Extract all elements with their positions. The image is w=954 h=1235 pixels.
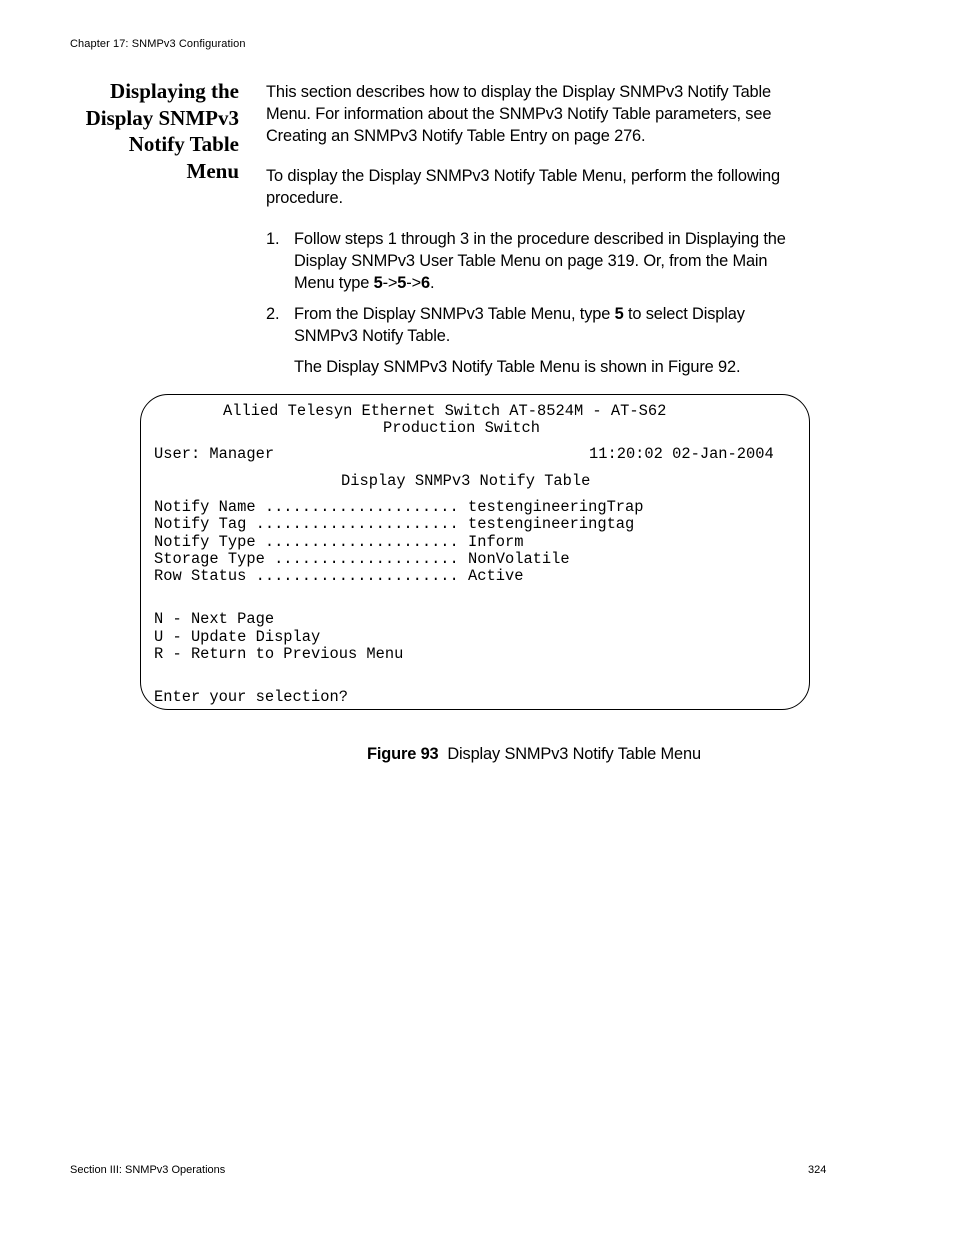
terminal-field <box>154 499 644 516</box>
field-label: Storage Type .................... <box>154 550 469 568</box>
step-note: The Display SNMPv3 Notify Table Menu is shown in Figure 92. <box>294 358 741 376</box>
step-number: 2. <box>266 305 280 323</box>
menu-option-update-display[interactable]: U - Update Display <box>154 628 321 646</box>
intro-paragraph <box>266 81 836 147</box>
step-text-fragment: -> <box>382 274 398 292</box>
terminal-banner: Allied Telesyn Ethernet Switch AT-8524M - AT-S62 <box>223 402 667 420</box>
figure-caption <box>367 743 701 765</box>
key-bold: 6 <box>421 274 430 292</box>
footer-section: Section III: SNMPv3 Operations <box>70 1164 226 1176</box>
terminal-field <box>154 534 523 551</box>
step-text-fragment: Menu type <box>294 274 374 292</box>
field-label: Notify Name ..................... <box>154 498 469 516</box>
step-text <box>294 303 834 347</box>
figure-caption-text: Display SNMPv3 Notify Table Menu <box>447 745 701 763</box>
section-heading <box>40 78 239 184</box>
procedure-intro-line: procedure. <box>266 189 343 207</box>
field-value: testengineeringTrap <box>468 498 644 516</box>
selection-prompt[interactable]: Enter your selection? <box>154 688 348 706</box>
key-bold: 5 <box>373 274 383 292</box>
page-number: 324 <box>808 1164 827 1176</box>
step-number: 1. <box>266 230 280 248</box>
terminal-field <box>154 551 570 568</box>
step-text <box>294 228 834 294</box>
field-value: testengineeringtag <box>468 515 635 533</box>
step-text-fragment: . <box>429 274 435 292</box>
step-text-fragment: -> <box>406 274 421 292</box>
procedure-intro-paragraph <box>266 165 836 209</box>
intro-line: Menu. For information about the SNMPv3 Notify Table parameters, see <box>266 105 772 123</box>
section-heading-line: Menu <box>186 158 239 183</box>
running-head: Chapter 17: SNMPv3 Configuration <box>70 38 246 50</box>
terminal-screen-title: Display SNMPv3 Notify Table <box>341 472 591 490</box>
step-text-fragment: to select Display <box>623 305 745 323</box>
field-label: Notify Tag ...................... <box>154 515 469 533</box>
intro-line: This section describes how to display the Display SNMPv3 Notify Table <box>266 83 771 101</box>
field-value: Active <box>468 567 524 585</box>
terminal-screen <box>140 394 810 710</box>
step-text-fragment: From the Display SNMPv3 Table Menu, type <box>294 305 615 323</box>
section-heading-line: Notify Table <box>128 132 239 156</box>
step-line: SNMPv3 Notify Table. <box>294 327 451 345</box>
field-label: Notify Type ..................... <box>154 533 469 551</box>
terminal-field <box>154 568 523 585</box>
step-line <box>294 272 834 294</box>
terminal-banner-subtitle: Production Switch <box>383 419 541 437</box>
field-value: Inform <box>468 533 524 551</box>
terminal-timestamp: 11:20:02 02-Jan-2004 <box>589 445 774 463</box>
figure-label: Figure 93 <box>367 745 439 763</box>
terminal-field <box>154 516 634 533</box>
section-heading-line: Display SNMPv3 <box>85 105 239 130</box>
field-value: NonVolatile <box>468 550 570 568</box>
step-line: Display SNMPv3 User Table Menu on page 319. Or, from the Main <box>294 252 768 270</box>
step-line <box>294 303 834 325</box>
terminal-user: User: Manager <box>154 445 275 463</box>
menu-option-next-page[interactable]: N - Next Page <box>154 610 275 628</box>
section-heading-line: Displaying the <box>110 79 239 103</box>
key-bold: 5 <box>614 305 624 323</box>
field-label: Row Status ...................... <box>154 567 469 585</box>
menu-option-return[interactable]: R - Return to Previous Menu <box>154 645 404 663</box>
intro-line: Creating an SNMPv3 Notify Table Entry on page 276. <box>266 127 646 145</box>
step-line: Follow steps 1 through 3 in the procedure described in Displaying the <box>294 230 786 248</box>
key-bold: 5 <box>397 274 407 292</box>
procedure-intro-line: To display the Display SNMPv3 Notify Table Menu, perform the following <box>266 167 780 185</box>
